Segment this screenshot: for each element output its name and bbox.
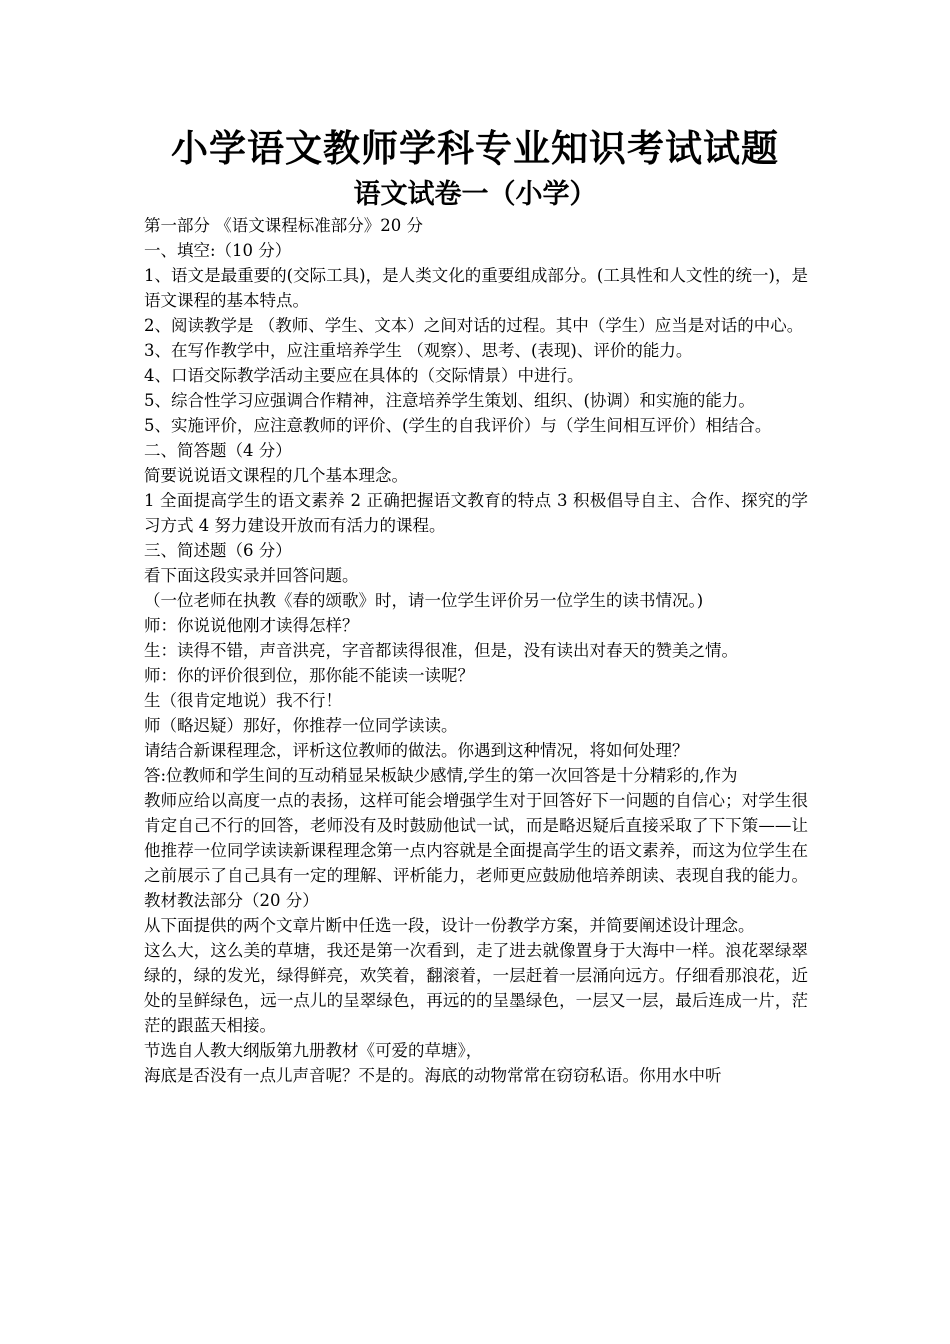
paragraph: 简要说说语文课程的几个基本理念。 [144, 466, 408, 485]
paragraph: 一、填空:（10 分） [144, 241, 292, 260]
paragraph: 1 全面提高学生的语文素养 2 正确把握语文教育的特点 3 积极倡导自主、合作、探究的学习方式 4 努力建设开放而有活力的课程。 [144, 491, 808, 535]
paragraph: （一位老师在执教《春的颂歌》时，请一位学生评价另一位学生的读书情况。) [144, 591, 704, 610]
paragraph: 师：你说说他刚才读得怎样？ [144, 616, 359, 635]
paragraph: 看下面这段实录并回答问题。 [144, 566, 359, 585]
paragraph: 请结合新课程理念，评析这位教师的做法。你遇到这种情况，将如何处理？ [144, 741, 689, 760]
paragraph: 节选自人教大纲版第九册教材《可爱的草塘》， [144, 1041, 483, 1060]
paragraph: 这么大，这么美的草塘，我还是第一次看到，走了进去就像置身于大海中一样。浪花翠绿翠绿的，绿的发光，绿得鲜亮，欢笑着，翻滚着，一层赶着一层涌向远方。仔细看那浪花，近处的呈鲜绿色，远一点儿的呈翠绿色，再远的的呈墨绿色，一层又一层，最后连成一片，茫茫的跟蓝天相接。 [144, 941, 808, 1035]
paragraph: 5、综合性学习应强调合作精神，注意培养学生策划、组织、(协调）和实施的能力。 [144, 391, 755, 410]
paragraph: 4、口语交际教学活动主要应在具体的（交际情景）中进行。 [144, 366, 584, 385]
paragraph: 从下面提供的两个文章片断中任选一段，设计一份教学方案，并简要阐述设计理念。 [144, 916, 755, 935]
document-body [144, 213, 808, 1088]
paragraph: 3、在写作教学中，应注重培养学生 （观察）、思考、(表现)、评价的能力。 [144, 341, 693, 360]
paragraph: 2、阅读教学是 （教师、学生、文本）之间对话的过程。其中（学生）应当是对话的中心。 [144, 316, 804, 335]
paragraph: 教师应给以高度一点的表扬，这样可能会增强学生对于回答好下一问题的自信心；对学生很肯定自己不行的回答，老师没有及时鼓励他试一试，而是略迟疑后直接采取了下下策——让他推荐一位同学读读新课程理念第一点内容就是全面提高学生的语文素养，而这为位学生在之前展示了自己具有一定的理解、评析能力，老师更应鼓励他培养朗读、表现自我的能力。教材教法部分（20 分） [144, 791, 808, 910]
paragraph: 答:位教师和学生间的互动稍显呆板缺少感情,学生的第一次回答是十分精彩的,作为 [144, 766, 738, 785]
paragraph: 5、实施评价，应注意教师的评价、(学生的自我评价）与（学生间相互评价）相结合。 [144, 416, 772, 435]
paragraph: 生（很肯定地说）我不行！ [144, 691, 342, 710]
paragraph: 生：读得不错，声音洪亮，字音都读得很准，但是，没有读出对春天的赞美之情。 [144, 641, 738, 660]
paragraph: 二、简答题（4 分） [144, 441, 292, 460]
paragraph: 师：你的评价很到位，那你能不能读一读呢？ [144, 666, 474, 685]
page-subtitle: 语文试卷一（小学） [353, 179, 597, 210]
paragraph: 师（略迟疑）那好，你推荐一位同学读读。 [144, 716, 458, 735]
paragraph: 三、简述题（6 分） [144, 541, 292, 560]
page-title: 小学语文教师学科专业知识考试试题 [171, 126, 779, 170]
paragraph: 第一部分 《语文课程标准部分》20 分 [144, 216, 423, 235]
paragraph: 1、语文是最重要的(交际工具)，是人类文化的重要组成部分。(工具性和人文性的统一)，是语文课程的基本特点。 [144, 266, 808, 310]
paragraph: 海底是否没有一点儿声音呢？不是的。海底的动物常常在窃窃私语。你用水中听 [144, 1066, 722, 1085]
